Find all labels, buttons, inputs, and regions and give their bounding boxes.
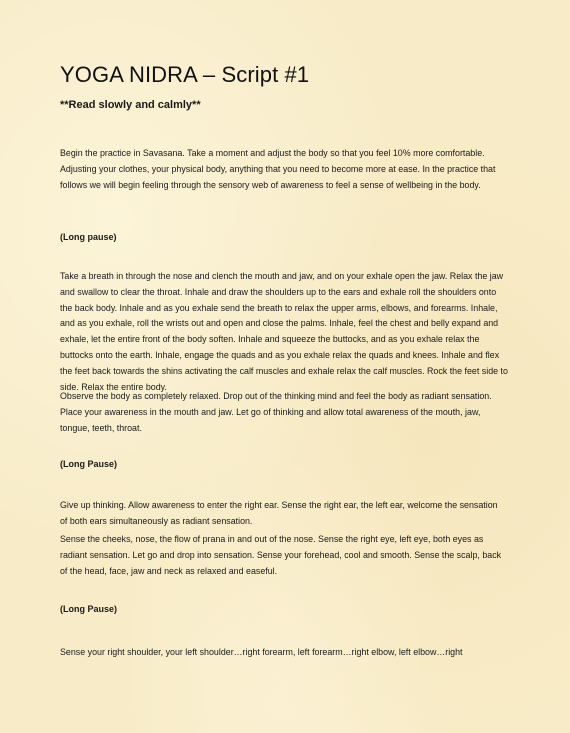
paragraph-face: Sense the cheeks, nose, the flow of prana in and out of the nose. Sense the right eye, left eye, both eyes as radiant sensation. Let go and drop into sensation. Sense your forehead, cool and smooth. Sense the scalp, back of the head, face, jaw and neck as relaxed and easeful. [60, 534, 502, 576]
paragraph-breath-relaxation: Take a breath in through the nose and clench the mouth and jaw, and on your exhale open the jaw. Relax the jaw and swallow to clear the throat. Inhale and draw the shoulders up to the ears and exhale roll the shoulders onto the back body. Inhale and as you exhale send the breath to relax the upper arms, elbows, and forearms. Inhale, and as you exhale, roll the wrists out and open and close the palms. Inhale, feel the chest and belly expand and exhale, let the entire front of the body soften. Inhale and squeeze the buttocks, and as you exhale relax the buttocks onto the earth. Inhale, engage the quads and as you exhale relax the quads and knees. Inhale and flex the feet back towards the shins activating the calf muscles and exhale relax the calf muscles. Rock the feet side to side. Relax the entire body. [60, 271, 508, 392]
pause-note: (Long Pause) [60, 604, 118, 614]
document-subtitle: **Read slowly and calmly** [60, 99, 201, 111]
pause-note: (Long pause) [60, 232, 117, 242]
paragraph-ears: Give up thinking. Allow awareness to enter the right ear. Sense the right ear, the left ear, welcome the sensation of both ears simultaneously as radiant sensation. [60, 500, 498, 526]
paragraph-shoulders: Sense your right shoulder, your left shoulder…right forearm, left forearm…right elbow, left elbow…right [60, 647, 463, 657]
document-page [60, 62, 510, 657]
paragraph-intro: Begin the practice in Savasana. Take a moment and adjust the body so that you feel 10% more comfortable. Adjusting your clothes, your physical body, anything that you need to become more at ease. In the practice that follows we will begin feeling through the sensory web of awareness to feel a sense of wellbeing in the body. [60, 148, 496, 190]
paragraph-observe-body: Observe the body as completely relaxed. Drop out of the thinking mind and feel the body as radiant sensation. Place your awareness in the mouth and jaw. Let go of thinking and allow total awareness of the mouth, jaw, tongue, teeth, throat. [60, 391, 492, 433]
document-title: YOGA NIDRA – Script #1 [60, 62, 310, 87]
pause-note: (Long Pause) [60, 459, 118, 469]
